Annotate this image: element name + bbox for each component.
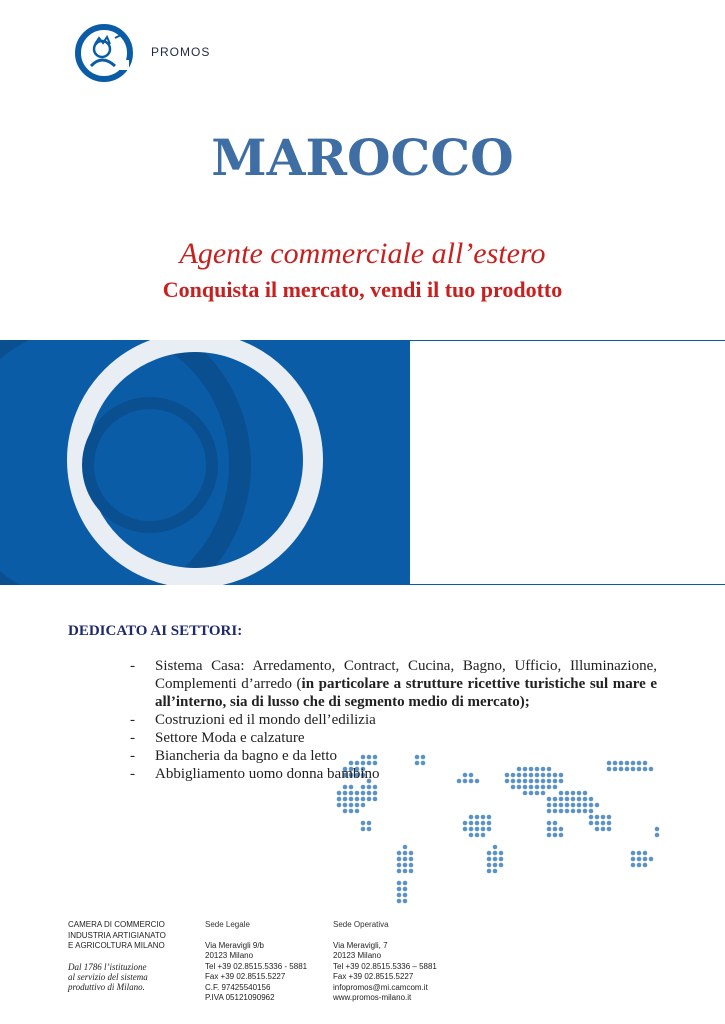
sectors-heading: DEDICATO AI SETTORI: bbox=[68, 623, 243, 639]
footer-motto-line: produttivo di Milano. bbox=[68, 981, 145, 992]
footer-chamber-line: E AGRICOLTURA MILANO bbox=[68, 941, 165, 950]
footer-operational-heading: Sede Operativa bbox=[333, 920, 389, 929]
footer-chamber bbox=[68, 920, 166, 992]
subtitle: Agente commerciale all’estero bbox=[179, 237, 546, 270]
footer-email-link[interactable]: infopromos@mi.camcom.it bbox=[333, 982, 428, 992]
footer-motto-line: al servizio del sistema bbox=[68, 971, 148, 982]
list-item-bold-text: in particolare a strutture ricettive turistiche sul mare e all’interno, sia di lusso che di segmento medio di mercato); bbox=[155, 676, 657, 710]
list-item-text: Sistema Casa: Arredamento, Contract, Cucina, Bagno, Ufficio, Illuminazione, Complementi d’arredo ( bbox=[155, 658, 657, 692]
list-item: - Biancheria da bagno e da letto bbox=[130, 747, 657, 765]
list-item bbox=[130, 657, 657, 711]
footer-motto-line: Dal 1786 l’istituzione bbox=[68, 961, 147, 972]
footer-chamber-line: INDUSTRIA ARTIGIANATO bbox=[68, 930, 166, 940]
promos-seal-logo-icon bbox=[75, 24, 133, 82]
decorative-band bbox=[0, 340, 410, 585]
footer-chamber-line: CAMERA DI COMMERCIO bbox=[68, 920, 165, 929]
footer-legal-line: P.IVA 05121090962 bbox=[205, 993, 275, 1002]
decorative-arcs-graphic bbox=[0, 340, 410, 585]
sectors-list bbox=[130, 657, 657, 783]
footer-operational-line: Fax +39 02.8515.5227 bbox=[333, 972, 414, 981]
list-item: - Costruzioni ed il mondo dell’edilizia bbox=[130, 711, 657, 729]
footer-operational-line: Tel +39 02.8515.5336 – 5881 bbox=[333, 961, 437, 971]
footer-operational-line: 20123 Milano bbox=[333, 951, 382, 960]
footer-legal-address bbox=[205, 920, 307, 1004]
footer-legal-line: Tel +39 02.8515.5336 - 5881 bbox=[205, 961, 308, 971]
footer-operational-address bbox=[333, 920, 437, 1004]
divider-line bbox=[410, 340, 725, 341]
footer-legal-line: 20123 Milano bbox=[205, 951, 254, 960]
divider-line bbox=[410, 584, 725, 585]
list-item: - Settore Moda e calzature bbox=[130, 729, 657, 747]
footer-legal-line: Via Meravigli 9/b bbox=[205, 940, 264, 950]
footer-website-link[interactable]: www.promos-milano.it bbox=[333, 993, 412, 1002]
footer-operational-line: Via Meravigli, 7 bbox=[333, 940, 388, 950]
brand-name: PROMOS bbox=[151, 45, 211, 59]
footer-legal-line: Fax +39 02.8515.5227 bbox=[205, 972, 286, 981]
tagline: Conquista il mercato, vendi il tuo prodotto bbox=[162, 277, 563, 302]
footer-legal-line: C.F. 97425540156 bbox=[205, 982, 271, 992]
list-item: - Abbigliamento uomo donna bambino bbox=[130, 765, 657, 783]
footer-legal-heading: Sede Legale bbox=[205, 920, 250, 929]
page-title: MAROCCO bbox=[211, 128, 514, 187]
